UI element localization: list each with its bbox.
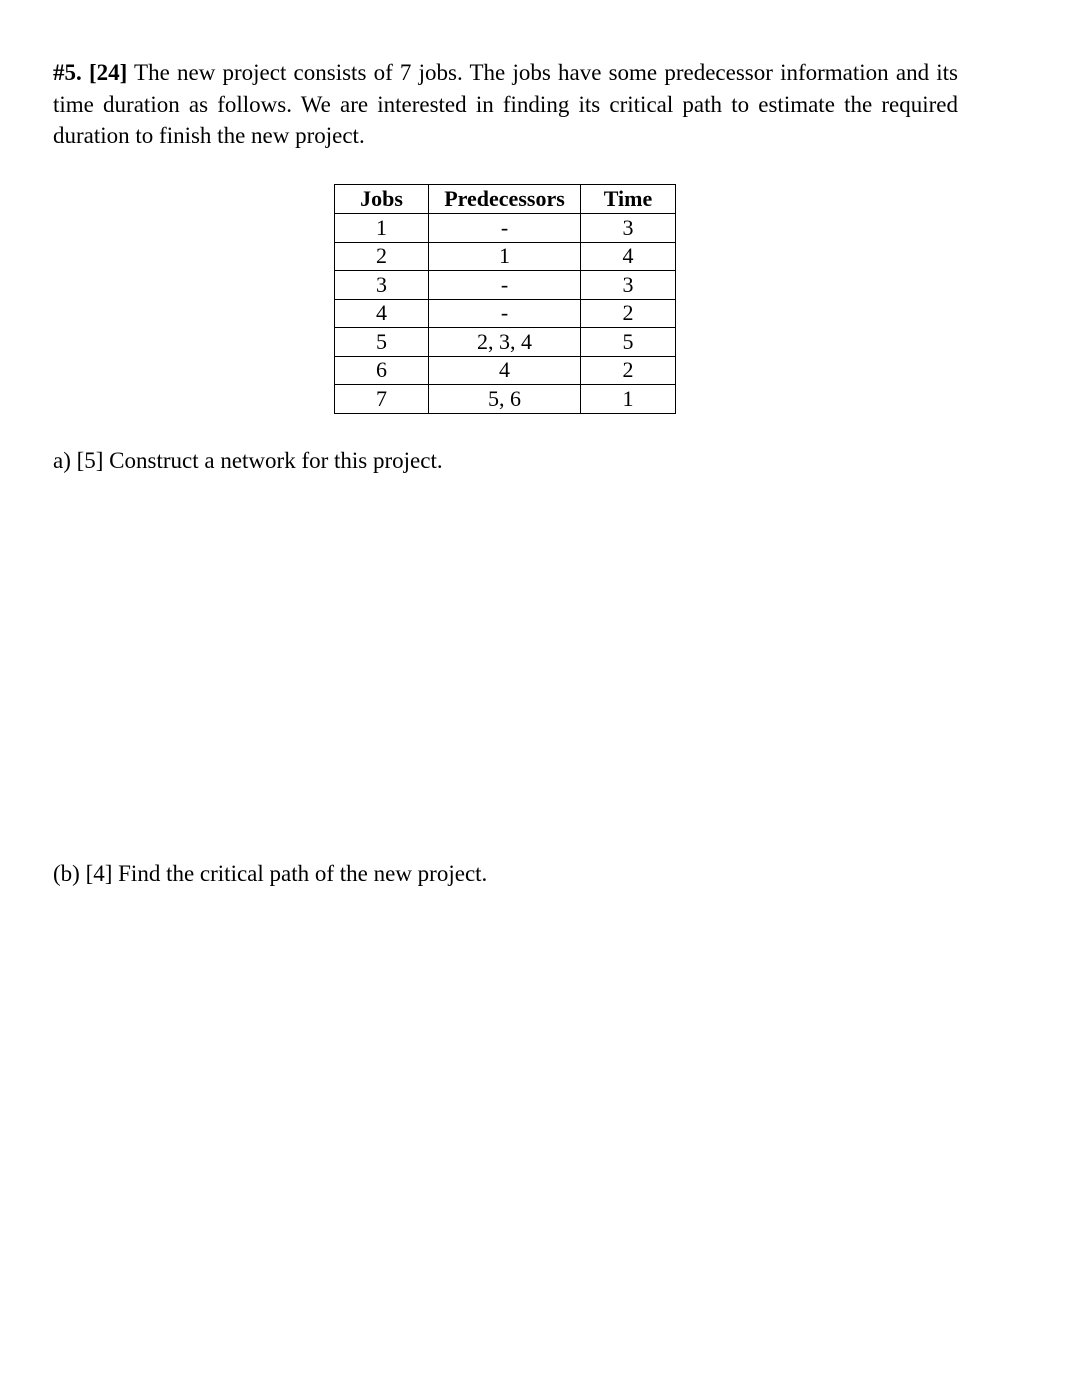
cell-time: 2 bbox=[581, 356, 676, 385]
cell-predecessors: 5, 6 bbox=[429, 385, 581, 414]
cell-predecessors: - bbox=[429, 271, 581, 300]
table-row bbox=[335, 356, 676, 385]
cell-time: 1 bbox=[581, 385, 676, 414]
cell-time: 5 bbox=[581, 328, 676, 357]
header-predecessors: Predecessors bbox=[429, 185, 581, 214]
table-row bbox=[335, 242, 676, 271]
table-row bbox=[335, 271, 676, 300]
header-time: Time bbox=[581, 185, 676, 214]
cell-job: 1 bbox=[335, 214, 429, 243]
cell-predecessors: - bbox=[429, 214, 581, 243]
header-jobs: Jobs bbox=[335, 185, 429, 214]
problem-label: #5. [24] bbox=[53, 60, 128, 85]
cell-predecessors: 4 bbox=[429, 356, 581, 385]
table-row bbox=[335, 385, 676, 414]
cell-job: 4 bbox=[335, 299, 429, 328]
cell-predecessors: 1 bbox=[429, 242, 581, 271]
part-a-question: a) [5] Construct a network for this project. bbox=[53, 448, 443, 473]
jobs-table bbox=[334, 184, 676, 414]
cell-job: 6 bbox=[335, 356, 429, 385]
cell-time: 3 bbox=[581, 214, 676, 243]
cell-job: 5 bbox=[335, 328, 429, 357]
cell-job: 7 bbox=[335, 385, 429, 414]
table-row bbox=[335, 214, 676, 243]
cell-predecessors: 2, 3, 4 bbox=[429, 328, 581, 357]
part-b-question: (b) [4] Find the critical path of the new project. bbox=[53, 861, 488, 886]
problem-statement bbox=[53, 57, 958, 152]
cell-job: 3 bbox=[335, 271, 429, 300]
problem-text: The new project consists of 7 jobs. The jobs have some predecessor information and its time duration as follows. We are interested in finding its critical path to estimate the required duration to finish the new project. bbox=[53, 60, 958, 148]
cell-time: 3 bbox=[581, 271, 676, 300]
table-header-row bbox=[335, 185, 676, 214]
table-row bbox=[335, 299, 676, 328]
cell-time: 2 bbox=[581, 299, 676, 328]
cell-job: 2 bbox=[335, 242, 429, 271]
table-row bbox=[335, 328, 676, 357]
cell-time: 4 bbox=[581, 242, 676, 271]
cell-predecessors: - bbox=[429, 299, 581, 328]
